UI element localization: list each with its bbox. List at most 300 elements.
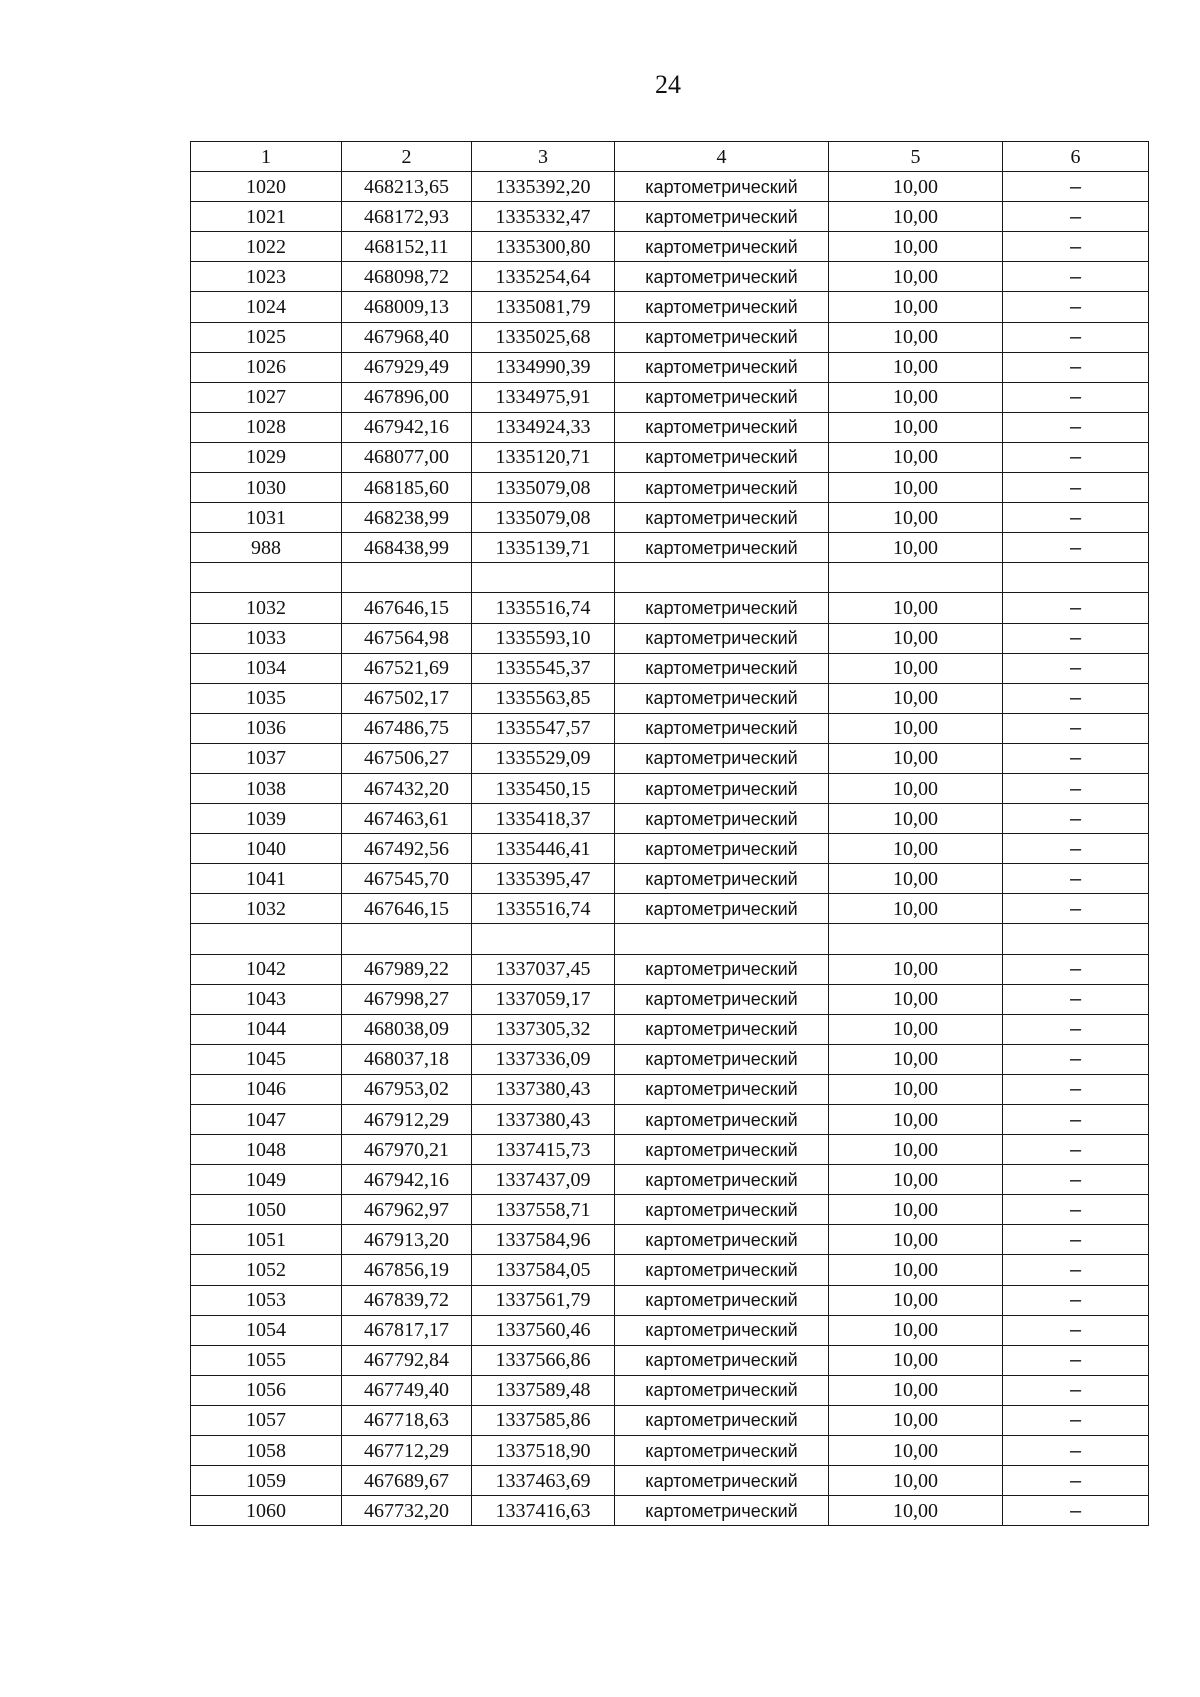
note-cell: – [1003, 1375, 1149, 1405]
x-coordinate-cell [342, 563, 472, 593]
accuracy-cell: 10,00 [829, 1014, 1003, 1044]
accuracy-cell: 10,00 [829, 442, 1003, 472]
table-row [191, 804, 1149, 834]
y-coordinate-cell: 1337305,32 [472, 1014, 615, 1044]
point-number-cell: 1048 [191, 1135, 342, 1165]
accuracy-cell: 10,00 [829, 984, 1003, 1014]
x-coordinate-cell: 467502,17 [342, 683, 472, 713]
y-coordinate-cell: 1337416,63 [472, 1496, 615, 1526]
y-coordinate-cell: 1334975,91 [472, 382, 615, 412]
accuracy-cell: 10,00 [829, 1466, 1003, 1496]
table-row [191, 683, 1149, 713]
table-row [191, 202, 1149, 232]
y-coordinate-cell: 1335120,71 [472, 442, 615, 472]
note-cell: – [1003, 1285, 1149, 1315]
table-row [191, 322, 1149, 352]
point-number-cell: 1045 [191, 1044, 342, 1074]
accuracy-cell: 10,00 [829, 1135, 1003, 1165]
y-coordinate-cell: 1335516,74 [472, 894, 615, 924]
point-number-cell: 1060 [191, 1496, 342, 1526]
method-cell: картометрический [615, 1165, 829, 1195]
method-cell: картометрический [615, 1496, 829, 1526]
method-cell: картометрический [615, 1014, 829, 1044]
y-coordinate-cell: 1335025,68 [472, 322, 615, 352]
table-row [191, 1345, 1149, 1375]
method-cell: картометрический [615, 713, 829, 743]
x-coordinate-cell: 467970,21 [342, 1135, 472, 1165]
method-cell: картометрический [615, 593, 829, 623]
accuracy-cell: 10,00 [829, 172, 1003, 202]
accuracy-cell: 10,00 [829, 322, 1003, 352]
x-coordinate-cell: 468172,93 [342, 202, 472, 232]
table-row [191, 894, 1149, 924]
y-coordinate-cell: 1337566,86 [472, 1345, 615, 1375]
x-coordinate-cell: 467712,29 [342, 1436, 472, 1466]
accuracy-cell: 10,00 [829, 473, 1003, 503]
note-cell: – [1003, 322, 1149, 352]
point-number-cell: 1039 [191, 804, 342, 834]
method-cell: картометрический [615, 683, 829, 713]
column-header-3: 3 [472, 142, 615, 172]
x-coordinate-cell: 467953,02 [342, 1074, 472, 1104]
method-cell: картометрический [615, 1255, 829, 1285]
y-coordinate-cell: 1335545,37 [472, 653, 615, 683]
y-coordinate-cell: 1335254,64 [472, 262, 615, 292]
method-cell: картометрический [615, 1135, 829, 1165]
point-number-cell: 1051 [191, 1225, 342, 1255]
method-cell: картометрический [615, 382, 829, 412]
table-row [191, 984, 1149, 1014]
method-cell: картометрический [615, 1375, 829, 1405]
table-row [191, 292, 1149, 322]
method-cell: картометрический [615, 1405, 829, 1435]
note-cell: – [1003, 412, 1149, 442]
column-header-1: 1 [191, 142, 342, 172]
note-cell: – [1003, 473, 1149, 503]
note-cell [1003, 563, 1149, 593]
method-cell: картометрический [615, 1105, 829, 1135]
table-row [191, 713, 1149, 743]
x-coordinate-cell: 467749,40 [342, 1375, 472, 1405]
method-cell: картометрический [615, 773, 829, 803]
point-number-cell: 1053 [191, 1285, 342, 1315]
point-number-cell: 1057 [191, 1405, 342, 1435]
point-number-cell: 1035 [191, 683, 342, 713]
accuracy-cell: 10,00 [829, 1405, 1003, 1435]
point-number-cell: 1029 [191, 442, 342, 472]
column-header-6: 6 [1003, 142, 1149, 172]
accuracy-cell: 10,00 [829, 713, 1003, 743]
x-coordinate-cell: 467718,63 [342, 1405, 472, 1435]
method-cell: картометрический [615, 894, 829, 924]
table-row [191, 352, 1149, 382]
table-row [191, 1135, 1149, 1165]
note-cell: – [1003, 834, 1149, 864]
x-coordinate-cell: 467989,22 [342, 954, 472, 984]
accuracy-cell: 10,00 [829, 1496, 1003, 1526]
method-cell: картометрический [615, 503, 829, 533]
table-row [191, 954, 1149, 984]
x-coordinate-cell: 468077,00 [342, 442, 472, 472]
y-coordinate-cell: 1334924,33 [472, 412, 615, 442]
point-number-cell: 1038 [191, 773, 342, 803]
note-cell: – [1003, 442, 1149, 472]
y-coordinate-cell [472, 924, 615, 954]
y-coordinate-cell: 1334990,39 [472, 352, 615, 382]
method-cell: картометрический [615, 984, 829, 1014]
x-coordinate-cell: 467732,20 [342, 1496, 472, 1526]
y-coordinate-cell: 1337518,90 [472, 1436, 615, 1466]
note-cell: – [1003, 352, 1149, 382]
method-cell [615, 563, 829, 593]
method-cell: картометрический [615, 232, 829, 262]
method-cell: картометрический [615, 352, 829, 382]
y-coordinate-cell: 1335418,37 [472, 804, 615, 834]
y-coordinate-cell [472, 563, 615, 593]
point-number-cell: 1040 [191, 834, 342, 864]
point-number-cell: 1026 [191, 352, 342, 382]
table-row [191, 743, 1149, 773]
y-coordinate-cell: 1337463,69 [472, 1466, 615, 1496]
point-number-cell: 1037 [191, 743, 342, 773]
note-cell: – [1003, 984, 1149, 1014]
method-cell: картометрический [615, 473, 829, 503]
table-spacer-row [191, 924, 1149, 954]
table-row [191, 1285, 1149, 1315]
method-cell: картометрический [615, 292, 829, 322]
point-number-cell: 1022 [191, 232, 342, 262]
note-cell: – [1003, 1135, 1149, 1165]
accuracy-cell: 10,00 [829, 1255, 1003, 1285]
note-cell: – [1003, 773, 1149, 803]
note-cell: – [1003, 653, 1149, 683]
table-row [191, 1315, 1149, 1345]
note-cell: – [1003, 1436, 1149, 1466]
note-cell: – [1003, 1105, 1149, 1135]
method-cell: картометрический [615, 864, 829, 894]
note-cell: – [1003, 382, 1149, 412]
method-cell: картометрический [615, 1436, 829, 1466]
method-cell: картометрический [615, 743, 829, 773]
point-number-cell: 1056 [191, 1375, 342, 1405]
accuracy-cell: 10,00 [829, 1044, 1003, 1074]
y-coordinate-cell: 1337585,86 [472, 1405, 615, 1435]
method-cell [615, 924, 829, 954]
note-cell: – [1003, 683, 1149, 713]
x-coordinate-cell: 467998,27 [342, 984, 472, 1014]
x-coordinate-cell: 467463,61 [342, 804, 472, 834]
y-coordinate-cell: 1335139,71 [472, 533, 615, 563]
y-coordinate-cell: 1335446,41 [472, 834, 615, 864]
y-coordinate-cell: 1337558,71 [472, 1195, 615, 1225]
accuracy-cell: 10,00 [829, 382, 1003, 412]
y-coordinate-cell: 1337336,09 [472, 1044, 615, 1074]
y-coordinate-cell: 1335516,74 [472, 593, 615, 623]
accuracy-cell: 10,00 [829, 1315, 1003, 1345]
table-row [191, 864, 1149, 894]
note-cell: – [1003, 292, 1149, 322]
accuracy-cell: 10,00 [829, 503, 1003, 533]
point-number-cell: 1054 [191, 1315, 342, 1345]
point-number-cell: 1032 [191, 593, 342, 623]
point-number-cell: 1031 [191, 503, 342, 533]
note-cell [1003, 924, 1149, 954]
x-coordinate-cell: 468038,09 [342, 1014, 472, 1044]
note-cell: – [1003, 1466, 1149, 1496]
accuracy-cell: 10,00 [829, 683, 1003, 713]
note-cell: – [1003, 1074, 1149, 1104]
table-row [191, 1436, 1149, 1466]
x-coordinate-cell: 468238,99 [342, 503, 472, 533]
accuracy-cell [829, 924, 1003, 954]
x-coordinate-cell: 467646,15 [342, 593, 472, 623]
table-row [191, 1044, 1149, 1074]
table-row [191, 1074, 1149, 1104]
point-number-cell: 1042 [191, 954, 342, 984]
point-number-cell: 1055 [191, 1345, 342, 1375]
point-number-cell: 1041 [191, 864, 342, 894]
note-cell: – [1003, 713, 1149, 743]
table-row [191, 412, 1149, 442]
point-number-cell: 1034 [191, 653, 342, 683]
method-cell: картометрический [615, 533, 829, 563]
table-row [191, 773, 1149, 803]
accuracy-cell: 10,00 [829, 1285, 1003, 1315]
x-coordinate-cell: 467792,84 [342, 1345, 472, 1375]
table-row [191, 262, 1149, 292]
note-cell: – [1003, 1345, 1149, 1375]
method-cell: картометрический [615, 1315, 829, 1345]
x-coordinate-cell [342, 924, 472, 954]
accuracy-cell: 10,00 [829, 894, 1003, 924]
x-coordinate-cell: 467545,70 [342, 864, 472, 894]
table-row [191, 1405, 1149, 1435]
y-coordinate-cell: 1337380,43 [472, 1105, 615, 1135]
column-header-2: 2 [342, 142, 472, 172]
table-header-row [191, 142, 1149, 172]
y-coordinate-cell: 1335529,09 [472, 743, 615, 773]
note-cell: – [1003, 954, 1149, 984]
method-cell: картометрический [615, 804, 829, 834]
note-cell: – [1003, 1405, 1149, 1435]
point-number-cell: 1021 [191, 202, 342, 232]
y-coordinate-cell: 1337415,73 [472, 1135, 615, 1165]
point-number-cell: 1058 [191, 1436, 342, 1466]
point-number-cell: 1052 [191, 1255, 342, 1285]
y-coordinate-cell: 1337437,09 [472, 1165, 615, 1195]
column-header-5: 5 [829, 142, 1003, 172]
y-coordinate-cell: 1335332,47 [472, 202, 615, 232]
accuracy-cell: 10,00 [829, 533, 1003, 563]
accuracy-cell: 10,00 [829, 1345, 1003, 1375]
note-cell: – [1003, 1225, 1149, 1255]
accuracy-cell: 10,00 [829, 202, 1003, 232]
point-number-cell [191, 563, 342, 593]
note-cell: – [1003, 804, 1149, 834]
method-cell: картометрический [615, 262, 829, 292]
method-cell: картометрический [615, 1345, 829, 1375]
point-number-cell: 1020 [191, 172, 342, 202]
accuracy-cell: 10,00 [829, 1195, 1003, 1225]
accuracy-cell: 10,00 [829, 623, 1003, 653]
table-row [191, 1105, 1149, 1135]
column-header-4: 4 [615, 142, 829, 172]
accuracy-cell: 10,00 [829, 773, 1003, 803]
note-cell: – [1003, 1496, 1149, 1526]
x-coordinate-cell: 467929,49 [342, 352, 472, 382]
table-spacer-row [191, 563, 1149, 593]
note-cell: – [1003, 623, 1149, 653]
table-row [191, 1225, 1149, 1255]
x-coordinate-cell: 467856,19 [342, 1255, 472, 1285]
x-coordinate-cell: 467942,16 [342, 412, 472, 442]
note-cell: – [1003, 232, 1149, 262]
point-number-cell: 1036 [191, 713, 342, 743]
note-cell: – [1003, 1195, 1149, 1225]
accuracy-cell: 10,00 [829, 1225, 1003, 1255]
point-number-cell: 1047 [191, 1105, 342, 1135]
point-number-cell: 1046 [191, 1074, 342, 1104]
accuracy-cell: 10,00 [829, 352, 1003, 382]
x-coordinate-cell: 467913,20 [342, 1225, 472, 1255]
accuracy-cell: 10,00 [829, 864, 1003, 894]
note-cell: – [1003, 503, 1149, 533]
point-number-cell: 1033 [191, 623, 342, 653]
point-number-cell: 1032 [191, 894, 342, 924]
table-row [191, 1466, 1149, 1496]
table-row [191, 593, 1149, 623]
y-coordinate-cell: 1337561,79 [472, 1285, 615, 1315]
accuracy-cell: 10,00 [829, 1165, 1003, 1195]
table-row [191, 533, 1149, 563]
x-coordinate-cell: 468185,60 [342, 473, 472, 503]
point-number-cell: 1028 [191, 412, 342, 442]
table-row [191, 1014, 1149, 1044]
accuracy-cell: 10,00 [829, 804, 1003, 834]
method-cell: картометрический [615, 1466, 829, 1496]
accuracy-cell: 10,00 [829, 412, 1003, 442]
method-cell: картометрический [615, 623, 829, 653]
x-coordinate-cell: 467962,97 [342, 1195, 472, 1225]
method-cell: картометрический [615, 1285, 829, 1315]
method-cell: картометрический [615, 1074, 829, 1104]
accuracy-cell: 10,00 [829, 1105, 1003, 1135]
point-number-cell: 1030 [191, 473, 342, 503]
note-cell: – [1003, 1044, 1149, 1074]
y-coordinate-cell: 1337059,17 [472, 984, 615, 1014]
x-coordinate-cell: 468009,13 [342, 292, 472, 322]
accuracy-cell: 10,00 [829, 262, 1003, 292]
method-cell: картометрический [615, 412, 829, 442]
note-cell: – [1003, 864, 1149, 894]
coordinates-table [190, 141, 1149, 1526]
y-coordinate-cell: 1335450,15 [472, 773, 615, 803]
accuracy-cell: 10,00 [829, 743, 1003, 773]
x-coordinate-cell: 467492,56 [342, 834, 472, 864]
table-row [191, 653, 1149, 683]
table-row [191, 232, 1149, 262]
accuracy-cell [829, 563, 1003, 593]
note-cell: – [1003, 262, 1149, 292]
note-cell: – [1003, 743, 1149, 773]
accuracy-cell: 10,00 [829, 593, 1003, 623]
method-cell: картометрический [615, 1195, 829, 1225]
note-cell: – [1003, 533, 1149, 563]
y-coordinate-cell: 1337589,48 [472, 1375, 615, 1405]
note-cell: – [1003, 172, 1149, 202]
point-number-cell: 988 [191, 533, 342, 563]
method-cell: картометрический [615, 202, 829, 232]
accuracy-cell: 10,00 [829, 1436, 1003, 1466]
x-coordinate-cell: 468037,18 [342, 1044, 472, 1074]
point-number-cell: 1049 [191, 1165, 342, 1195]
x-coordinate-cell: 468152,11 [342, 232, 472, 262]
accuracy-cell: 10,00 [829, 954, 1003, 984]
method-cell: картометрический [615, 442, 829, 472]
y-coordinate-cell: 1335563,85 [472, 683, 615, 713]
y-coordinate-cell: 1337584,96 [472, 1225, 615, 1255]
table-row [191, 834, 1149, 864]
x-coordinate-cell: 467896,00 [342, 382, 472, 412]
y-coordinate-cell: 1337037,45 [472, 954, 615, 984]
table-row [191, 1375, 1149, 1405]
method-cell: картометрический [615, 653, 829, 683]
page-number: 24 [655, 70, 681, 99]
point-number-cell [191, 924, 342, 954]
method-cell: картометрический [615, 1044, 829, 1074]
y-coordinate-cell: 1337380,43 [472, 1074, 615, 1104]
method-cell: картометрический [615, 834, 829, 864]
x-coordinate-cell: 467646,15 [342, 894, 472, 924]
y-coordinate-cell: 1335079,08 [472, 503, 615, 533]
point-number-cell: 1027 [191, 382, 342, 412]
method-cell: картометрический [615, 322, 829, 352]
x-coordinate-cell: 467432,20 [342, 773, 472, 803]
point-number-cell: 1025 [191, 322, 342, 352]
y-coordinate-cell: 1335081,79 [472, 292, 615, 322]
x-coordinate-cell: 467564,98 [342, 623, 472, 653]
x-coordinate-cell: 468098,72 [342, 262, 472, 292]
x-coordinate-cell: 468438,99 [342, 533, 472, 563]
note-cell: – [1003, 1165, 1149, 1195]
y-coordinate-cell: 1335392,20 [472, 172, 615, 202]
x-coordinate-cell: 467839,72 [342, 1285, 472, 1315]
note-cell: – [1003, 1014, 1149, 1044]
table-row [191, 172, 1149, 202]
coordinates-table-body [191, 142, 1149, 1526]
x-coordinate-cell: 467942,16 [342, 1165, 472, 1195]
table-row [191, 382, 1149, 412]
y-coordinate-cell: 1337584,05 [472, 1255, 615, 1285]
point-number-cell: 1043 [191, 984, 342, 1014]
point-number-cell: 1050 [191, 1195, 342, 1225]
x-coordinate-cell: 467912,29 [342, 1105, 472, 1135]
table-row [191, 442, 1149, 472]
y-coordinate-cell: 1337560,46 [472, 1315, 615, 1345]
x-coordinate-cell: 467968,40 [342, 322, 472, 352]
table-row [191, 1255, 1149, 1285]
accuracy-cell: 10,00 [829, 1375, 1003, 1405]
note-cell: – [1003, 1255, 1149, 1285]
table-row [191, 623, 1149, 653]
y-coordinate-cell: 1335300,80 [472, 232, 615, 262]
x-coordinate-cell: 467506,27 [342, 743, 472, 773]
x-coordinate-cell: 468213,65 [342, 172, 472, 202]
y-coordinate-cell: 1335395,47 [472, 864, 615, 894]
table-row [191, 1195, 1149, 1225]
x-coordinate-cell: 467817,17 [342, 1315, 472, 1345]
note-cell: – [1003, 894, 1149, 924]
